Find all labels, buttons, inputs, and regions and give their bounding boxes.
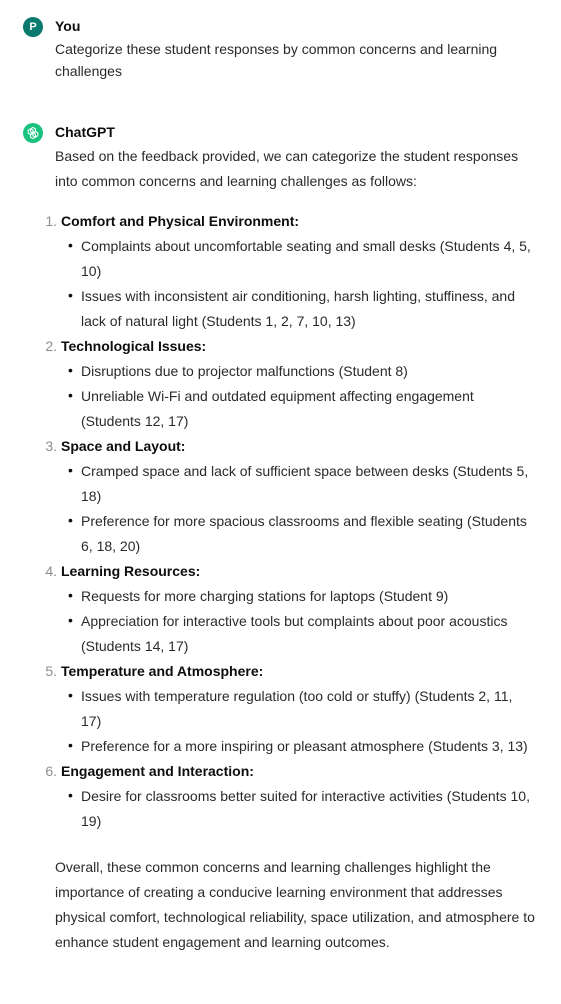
point-text: Cramped space and lack of sufficient space between desks (Students 5, 18)	[81, 463, 529, 504]
point-item	[68, 284, 535, 334]
category-title: Comfort and Physical Environment:	[61, 213, 300, 229]
bullet-dot-icon: •	[68, 462, 73, 478]
category-number: 4.	[45, 563, 57, 579]
point-list	[61, 459, 535, 559]
point-item	[68, 784, 535, 834]
bullet-dot-icon: •	[68, 612, 73, 628]
point-text: Issues with inconsistent air conditioning, harsh lighting, stuffiness, and lack of natural light (Students 1, 2, 7, 10, 13)	[81, 288, 515, 329]
bullet-dot-icon: •	[68, 687, 73, 703]
category-list	[45, 209, 535, 834]
bullet-dot-icon: •	[68, 237, 73, 253]
bullet-dot-icon: •	[68, 362, 73, 378]
bullet-dot-icon: •	[68, 512, 73, 528]
category-title: Learning Resources:	[61, 563, 201, 579]
category-number: 1.	[45, 213, 57, 229]
point-item	[68, 609, 535, 659]
user-name: You	[55, 18, 81, 34]
point-item	[68, 384, 535, 434]
category-title: Temperature and Atmosphere:	[61, 663, 264, 679]
category-number: 5.	[45, 663, 57, 679]
assistant-response	[45, 144, 535, 955]
point-list	[61, 784, 535, 834]
category-item	[45, 559, 535, 659]
point-list	[61, 684, 535, 759]
category-number: 6.	[45, 763, 57, 779]
point-item	[68, 234, 535, 284]
point-text: Complaints about uncomfortable seating and small desks (Students 4, 5, 10)	[81, 238, 531, 279]
point-list	[61, 234, 535, 334]
category-item	[45, 434, 535, 559]
category-item	[45, 759, 535, 834]
category-item	[45, 659, 535, 759]
category-number: 2.	[45, 338, 57, 354]
point-item	[68, 459, 535, 509]
category-number: 3.	[45, 438, 57, 454]
category-title: Technological Issues:	[61, 338, 207, 354]
bullet-dot-icon: •	[68, 387, 73, 403]
response-intro: Based on the feedback provided, we can categorize the student responses into common concerns and learning challenges as follows:	[55, 148, 519, 189]
category-title: Space and Layout:	[61, 438, 186, 454]
point-text: Preference for a more inspiring or pleasant atmosphere (Students 3, 13)	[81, 738, 528, 754]
point-item	[68, 734, 535, 759]
category-item	[45, 334, 535, 434]
point-text: Appreciation for interactive tools but complaints about poor acoustics (Students 14, 17)	[81, 613, 508, 654]
point-list	[61, 584, 535, 659]
point-item	[68, 684, 535, 734]
response-outro: Overall, these common concerns and learning challenges highlight the importance of creating a conducive learning environment that addresses physical comfort, technological reliability, space utilization, and atmosphere to enhance student engagement and learning outcomes.	[55, 859, 535, 950]
point-text: Desire for classrooms better suited for interactive activities (Students 10, 19)	[81, 788, 530, 829]
point-list	[61, 359, 535, 434]
point-text: Issues with temperature regulation (too cold or stuffy) (Students 2, 11, 17)	[81, 688, 513, 729]
assistant-name: ChatGPT	[55, 124, 115, 140]
user-avatar-letter: P	[29, 21, 37, 33]
bullet-dot-icon: •	[68, 737, 73, 753]
point-text: Requests for more charging stations for laptops (Student 9)	[81, 588, 449, 604]
openai-logo-icon	[23, 123, 43, 143]
point-item	[68, 509, 535, 559]
category-item	[45, 209, 535, 334]
bullet-dot-icon: •	[68, 287, 73, 303]
point-text: Unreliable Wi-Fi and outdated equipment affecting engagement (Students 12, 17)	[81, 388, 474, 429]
point-item	[68, 359, 535, 384]
category-title: Engagement and Interaction:	[61, 763, 254, 779]
user-avatar	[23, 17, 43, 37]
point-item	[68, 584, 535, 609]
point-text: Disruptions due to projector malfunctions (Student 8)	[81, 363, 408, 379]
bullet-dot-icon: •	[68, 787, 73, 803]
point-text: Preference for more spacious classrooms and flexible seating (Students 6, 18, 20)	[81, 513, 527, 554]
bullet-dot-icon: •	[68, 587, 73, 603]
user-message-text: Categorize these student responses by common concerns and learning challenges	[55, 41, 498, 79]
